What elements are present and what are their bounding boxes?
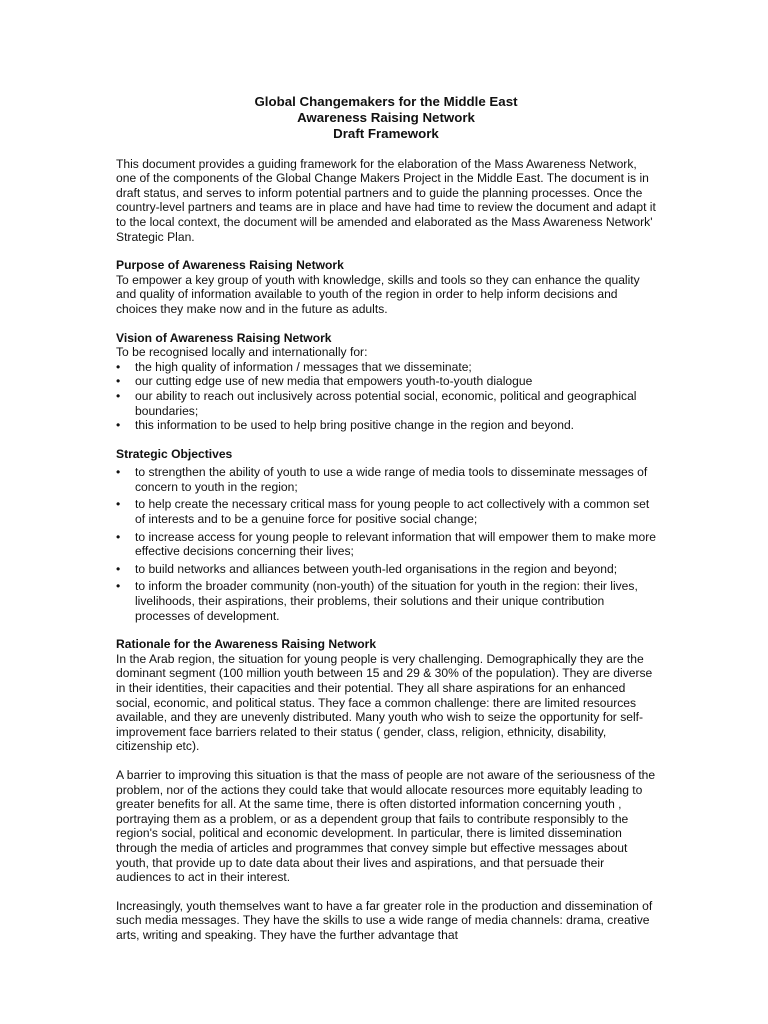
bullet-icon: • (116, 579, 121, 594)
objective-item (116, 530, 656, 559)
objective-item-text: to increase access for young people to relevant information that will empower them to make more effective decisions concerning their lives; (135, 529, 656, 559)
vision-item-text: this information to be used to help bring positive change in the region and beyond. (135, 418, 575, 433)
vision-item-text: our ability to reach out inclusively across potential social, economic, political and geographical boundaries; (135, 388, 637, 418)
objective-item-text: to build networks and alliances between youth-led organisations in the region and beyond; (135, 561, 618, 576)
rationale-paragraph-3: Increasingly, youth themselves want to have a far greater role in the production and dissemination of such media messages. They have the skills to use a wide range of media channels: drama, creative arts, writing and speaking. They have the further advantage that (116, 898, 653, 942)
bullet-icon: • (116, 374, 121, 389)
bullet-icon: • (116, 359, 121, 374)
rationale-heading: Rationale for the Awareness Raising Network (116, 637, 377, 652)
objective-item-text: to strengthen the ability of youth to use a wide range of media tools to disseminate messages of concern to youth in the region; (135, 465, 648, 494)
vision-heading: Vision of Awareness Raising Network (116, 330, 332, 345)
vision-section (116, 331, 656, 433)
bullet-icon: • (116, 561, 121, 576)
bullet-icon: • (116, 388, 121, 403)
vision-item-text: our cutting edge use of new media that empowers youth-to-youth dialogue (135, 374, 533, 389)
objective-item (116, 562, 656, 577)
purpose-heading: Purpose of Awareness Raising Network (116, 258, 344, 273)
bullet-icon: • (116, 418, 121, 433)
vision-item (116, 360, 656, 375)
vision-item (116, 374, 656, 389)
vision-list (116, 360, 656, 433)
intro-paragraph: This document provides a guiding framework for the elaboration of the Mass Awareness Network, one of the components of the Global Change Makers Project in the Middle East. The document is in draft status, and serves to inform potential partners and to guide the planning processes. Once the country-level partners and teams are in place and have had time to review the document and adapt it to the local context, the document will be amended and elaborated as the Mass Awareness Network' Strategic Plan. (116, 156, 656, 244)
objective-item (116, 497, 656, 526)
bullet-icon: • (116, 529, 121, 544)
bullet-icon: • (116, 497, 121, 512)
title-line-2: Awareness Raising Network (297, 110, 475, 126)
document-page (116, 94, 656, 957)
objectives-list (116, 465, 656, 623)
purpose-section (116, 258, 656, 316)
vision-item (116, 389, 656, 418)
rationale-paragraph-1: In the Arab region, the situation for young people is very challenging. Demographically they are the dominant segment (100 million youth between 15 and 29 & 30% of the population). They are diverse in their identities, their capacities and their potential. They all share aspirations for an enhanced social, economic, and political status. They face a common challenge: there are limited resources available, and they are unevenly distributed. Many youth who wish to seize the opportunity for self-improvement face barriers related to their status ( gender, class, religion, ethnicity, disability, citizenship etc). (116, 651, 653, 754)
objective-item (116, 579, 656, 623)
purpose-text: To empower a key group of youth with knowledge, skills and tools so they can enhance the quality and quality of information available to youth of the region in order to help inform decisions and choices they make now and in the future as adults. (116, 272, 640, 316)
title-line-1: Global Changemakers for the Middle East (254, 94, 518, 109)
vision-intro: To be recognised locally and internationally for: (116, 345, 368, 360)
document-title (116, 94, 656, 143)
bullet-icon: • (116, 465, 121, 480)
vision-item-text: the high quality of information / messages that we disseminate; (135, 359, 472, 374)
objective-item-text: to help create the necessary critical mass for young people to act collectively with a common set of interests and to be a genuine force for positive social change; (135, 497, 650, 527)
title-line-3: Draft Framework (333, 126, 439, 142)
rationale-section (116, 637, 656, 942)
rationale-paragraph-2: A barrier to improving this situation is that the mass of people are not aware of the seriousness of the problem, nor of the actions they could take that would allocate resources more equitably leading to greater benefits for all. At the same time, there is often distorted information concerning youth , portraying them as a problem, or as a dependent group that fails to contribute responsibly to the region's social, political and economic development. In particular, there is limited dissemination through the media of articles and programmes that convey simple but effective messages about youth, that provide up to date data about their lives and aspirations, and that persuade their audiences to act in their interest. (116, 767, 656, 885)
objective-item-text: to inform the broader community (non-youth) of the situation for youth in the region: their lives, livelihoods, their aspirations, their problems, their solutions and their unique contribution processes of development. (135, 579, 638, 623)
objective-item (116, 465, 656, 494)
objectives-section (116, 447, 656, 624)
vision-item (116, 418, 656, 433)
objectives-heading: Strategic Objectives (116, 446, 233, 461)
